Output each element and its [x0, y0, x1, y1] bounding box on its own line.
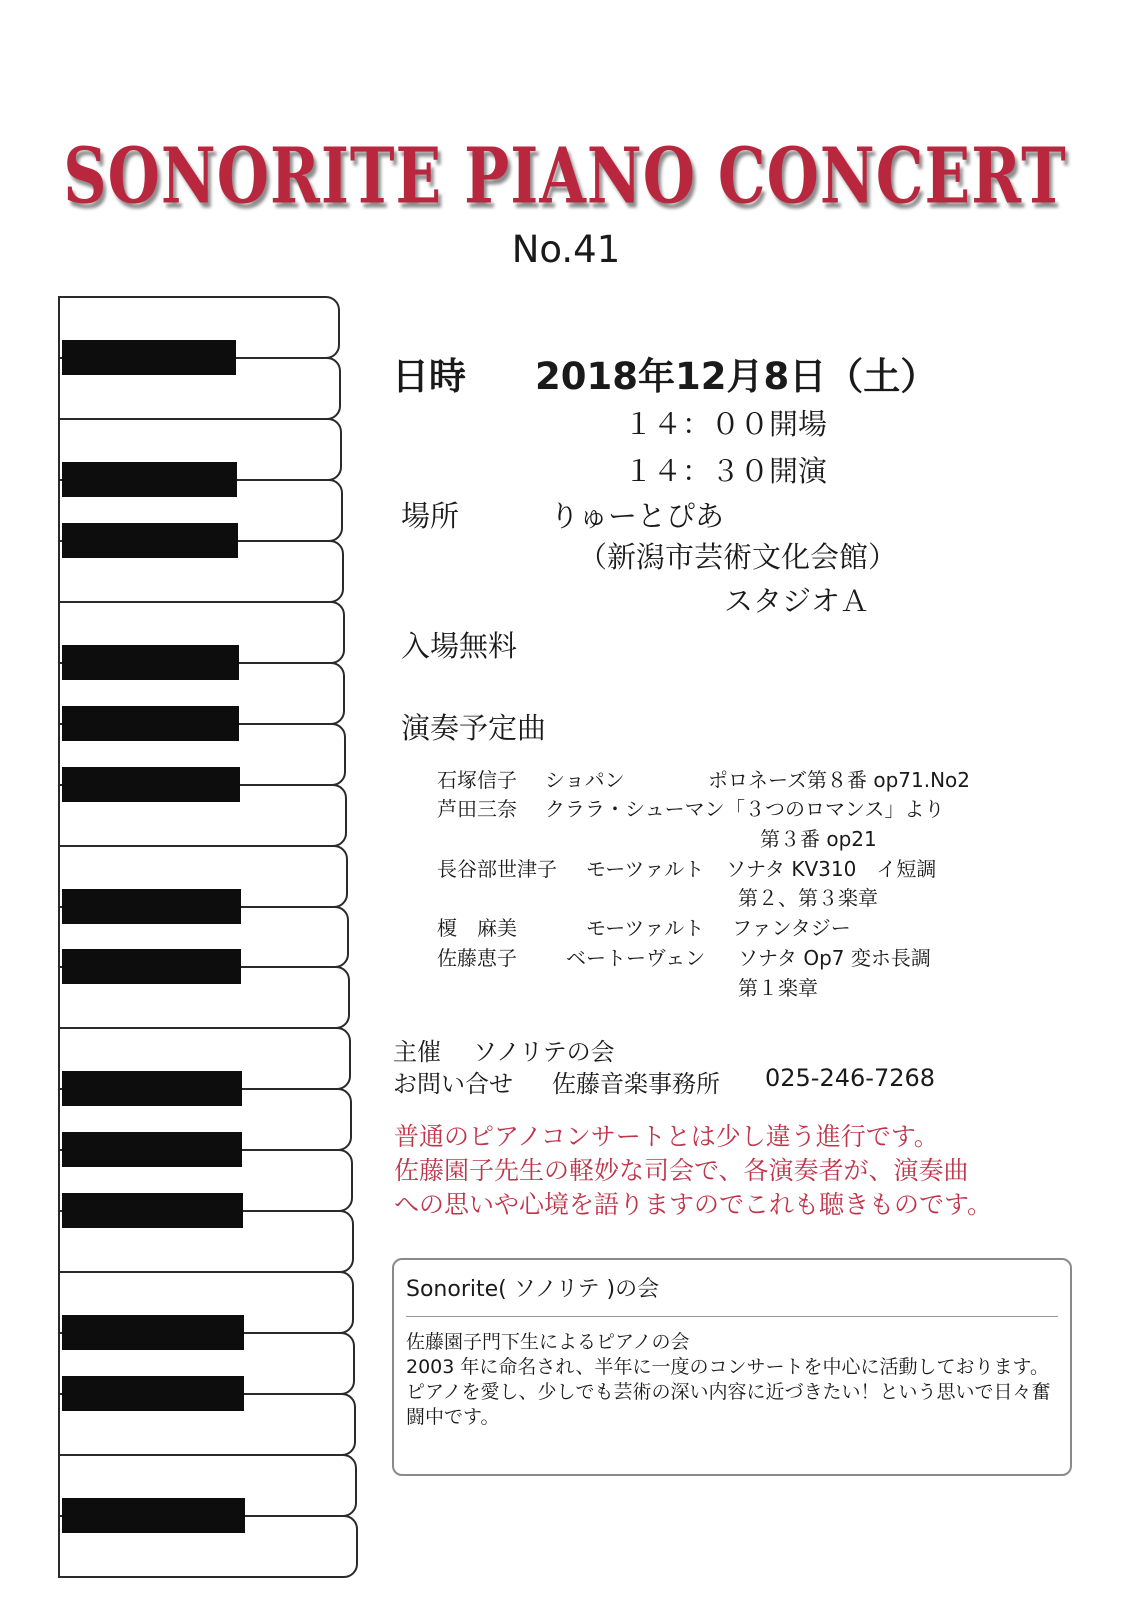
black-key [62, 1376, 244, 1411]
program-piece: ソナタ KV310 イ短調 [726, 857, 937, 881]
contact-name: 佐藤音楽事務所 [552, 1070, 720, 1098]
about-line: 佐藤園子門下生によるピアノの会 [406, 1331, 690, 1353]
program-composer: ベートーヴェン [566, 946, 706, 970]
black-key [62, 949, 241, 984]
organizer-name: ソノリテの会 [473, 1038, 615, 1066]
organizer-label: 主催 [393, 1038, 441, 1066]
about-paragraph: 2003 年に命名され、半年に一度のコンサートを中心に活動しております。ピアノを愛し、少しでも芸術の深い内容に近づきたい！という思いで日々奮闘中です。 [406, 1356, 1051, 1429]
black-key [62, 340, 236, 375]
note-line: への思いや心境を語りますのでこれも聴きものです。 [394, 1190, 993, 1219]
program-performer: 榎 麻美 [437, 916, 517, 940]
program-piece-detail: 第２、第３楽章 [738, 886, 878, 910]
program-composer: クララ・シューマン [545, 797, 725, 821]
black-key [62, 1132, 242, 1167]
program-piece: ソナタ Op7 変ホ長調 [738, 946, 931, 970]
about-heading: Sonorite( ソノリテ )の会 [406, 1277, 660, 1302]
program-composer: ショパン [545, 768, 625, 792]
black-key [62, 462, 237, 497]
admission-free: 入場無料 [401, 629, 518, 663]
program-heading: 演奏予定曲 [401, 711, 547, 745]
program-piece: 「３つのロマンス」より [725, 797, 945, 821]
venue-name: りゅーとぴあ [550, 499, 725, 533]
program-performer: 芦田三奈 [437, 797, 517, 821]
program-piece-detail: 第３番 op21 [760, 827, 877, 851]
program-composer: モーツァルト [586, 916, 705, 940]
concert-title: SONORITE PIANO CONCERT [63, 132, 1067, 222]
black-key [62, 706, 239, 741]
black-key [62, 1193, 243, 1228]
black-key [62, 1071, 242, 1106]
program-piece: ファンタジー [732, 916, 851, 940]
issue-number: No.41 [511, 228, 621, 271]
black-key [62, 767, 240, 802]
piano-keyboard-illustration [58, 296, 358, 1576]
black-key [62, 523, 238, 558]
date-label: 日時 [392, 355, 466, 398]
venue-detail: （新潟市芸術文化会館） [578, 540, 898, 574]
black-key [62, 645, 239, 680]
concert-date: 2018年12月8日（土） [535, 355, 938, 398]
black-key [62, 889, 241, 924]
venue-room: スタジオＡ [724, 584, 870, 618]
start-time: １４：３０開演 [624, 454, 828, 488]
about-divider [406, 1316, 1058, 1317]
contact-label: お問い合せ [393, 1070, 513, 1098]
doors-open-time: １４：００開場 [624, 407, 828, 441]
program-performer: 長谷部世津子 [437, 857, 557, 881]
venue-label: 場所 [401, 499, 460, 533]
note-line: 佐藤園子先生の軽妙な司会で、各演奏者が、演奏曲 [394, 1156, 969, 1185]
program-composer: モーツァルト [586, 857, 705, 881]
program-piece: ポロネーズ第８番 op71.No2 [708, 768, 971, 792]
program-performer: 石塚信子 [437, 768, 517, 792]
program-performer: 佐藤恵子 [437, 946, 517, 970]
about-body [406, 1330, 1056, 1430]
black-key [62, 1315, 244, 1350]
black-key [62, 1498, 245, 1533]
program-piece-detail: 第１楽章 [738, 976, 818, 1000]
note-line: 普通のピアノコンサートとは少し違う進行です。 [394, 1122, 939, 1151]
contact-phone: 025-246-7268 [765, 1064, 936, 1092]
